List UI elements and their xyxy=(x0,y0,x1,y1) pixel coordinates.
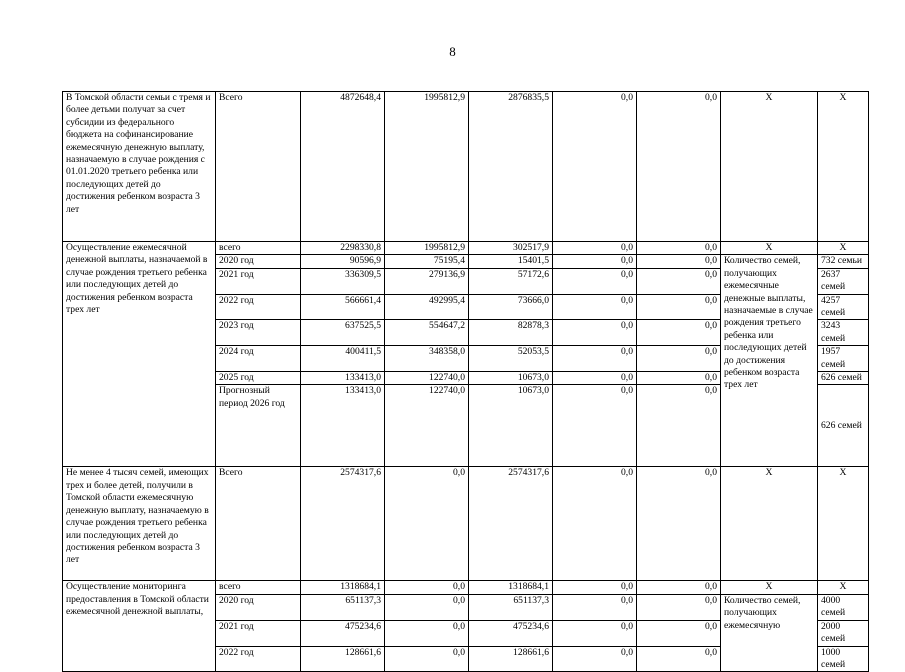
target-cell: 626 семей xyxy=(818,385,869,467)
funding-cell: 0,0 xyxy=(637,242,721,255)
period-cell: 2025 год xyxy=(216,372,301,385)
target-cell: Х xyxy=(818,581,869,594)
funding-cell: 0,0 xyxy=(637,294,721,320)
funding-cell: 0,0 xyxy=(637,255,721,268)
target-cell: 626 семей xyxy=(818,372,869,385)
period-cell: 2024 год xyxy=(216,346,301,372)
period-cell: 2023 год xyxy=(216,320,301,346)
period-cell: 2020 год xyxy=(216,255,301,268)
total-cell: 400411,5 xyxy=(301,346,385,372)
target-cell: 4257 семей xyxy=(818,294,869,320)
funding-cell: 651137,3 xyxy=(469,594,553,620)
indicator-cell: Х xyxy=(721,92,818,242)
table-row xyxy=(63,242,869,255)
funding-cell: 0,0 xyxy=(637,372,721,385)
funding-cell: 0,0 xyxy=(637,92,721,242)
funding-cell: 0,0 xyxy=(637,620,721,646)
funding-cell: 0,0 xyxy=(553,620,637,646)
total-cell: 637525,5 xyxy=(301,320,385,346)
total-cell: 4872648,4 xyxy=(301,92,385,242)
task-description: В Томской области семьи с тремя и более детьми получат за счет субсидии из федерального бюджета на софинансирование ежемесячную денежную выплату, назначаемую в случае рождения с 01.01.2020 третьего ребенка или последующих детей до достижения ребенком возраста 3 лет xyxy=(63,92,216,242)
funding-cell: 302517,9 xyxy=(469,242,553,255)
funding-cell: 0,0 xyxy=(637,320,721,346)
total-cell: 128661,6 xyxy=(301,646,385,672)
target-cell: Х xyxy=(818,467,869,581)
funding-cell: 0,0 xyxy=(385,467,469,581)
funding-cell: 75195,4 xyxy=(385,255,469,268)
funding-cell: 0,0 xyxy=(385,620,469,646)
funding-cell: 0,0 xyxy=(553,346,637,372)
total-cell: 90596,9 xyxy=(301,255,385,268)
program-table xyxy=(62,91,869,672)
target-cell: 732 семьи xyxy=(818,255,869,268)
funding-cell: 0,0 xyxy=(637,581,721,594)
page-number: 8 xyxy=(449,44,456,59)
funding-cell: 0,0 xyxy=(637,268,721,294)
period-cell: 2021 год xyxy=(216,620,301,646)
indicator-cell: Х xyxy=(721,467,818,581)
total-cell: 1318684,1 xyxy=(301,581,385,594)
table-row xyxy=(63,92,869,242)
indicator-cell: Количество семей, получающих ежемесячную xyxy=(721,594,818,671)
funding-cell: 0,0 xyxy=(553,467,637,581)
funding-cell: 0,0 xyxy=(385,594,469,620)
funding-cell: 128661,6 xyxy=(469,646,553,672)
period-cell: Прогнозный период 2026 год xyxy=(216,385,301,467)
funding-cell: 0,0 xyxy=(553,268,637,294)
funding-cell: 492995,4 xyxy=(385,294,469,320)
funding-cell: 0,0 xyxy=(553,242,637,255)
target-cell: Х xyxy=(818,92,869,242)
funding-cell: 0,0 xyxy=(553,581,637,594)
total-cell: 133413,0 xyxy=(301,385,385,467)
indicator-cell: Х xyxy=(721,581,818,594)
target-cell: 3243 семей xyxy=(818,320,869,346)
task-description: Не менее 4 тысяч семей, имеющих трех и более детей, получили в Томской области ежемесячную денежную выплату, назначаемую в случае рождения третьего ребенка или последующих детей до достижения ребенком возраста 3 лет xyxy=(63,467,216,581)
funding-cell: 554647,2 xyxy=(385,320,469,346)
table-row xyxy=(63,581,869,594)
period-cell: 2020 год xyxy=(216,594,301,620)
task-description: Осуществление мониторинга предоставления в Томской области ежемесячной денежной выплаты, xyxy=(63,581,216,672)
funding-cell: 82878,3 xyxy=(469,320,553,346)
funding-cell: 52053,5 xyxy=(469,346,553,372)
funding-cell: 0,0 xyxy=(637,467,721,581)
funding-cell: 1995812,9 xyxy=(385,92,469,242)
funding-cell: 0,0 xyxy=(385,581,469,594)
funding-cell: 2876835,5 xyxy=(469,92,553,242)
funding-cell: 57172,6 xyxy=(469,268,553,294)
funding-cell: 0,0 xyxy=(553,255,637,268)
funding-cell: 15401,5 xyxy=(469,255,553,268)
funding-cell: 0,0 xyxy=(553,646,637,672)
funding-cell: 122740,0 xyxy=(385,372,469,385)
indicator-cell: Количество семей, получающих ежемесячные денежные выплаты, назначаемые в случае рождения третьего ребенка или последующих детей до достижения ребенком возраста трех лет xyxy=(721,255,818,467)
total-cell: 475234,6 xyxy=(301,620,385,646)
total-cell: 2574317,6 xyxy=(301,467,385,581)
funding-cell: 0,0 xyxy=(553,92,637,242)
period-cell: всего xyxy=(216,581,301,594)
funding-cell: 0,0 xyxy=(637,346,721,372)
funding-cell: 0,0 xyxy=(553,294,637,320)
period-cell: всего xyxy=(216,242,301,255)
target-cell: Х xyxy=(818,242,869,255)
funding-cell: 122740,0 xyxy=(385,385,469,467)
funding-cell: 0,0 xyxy=(553,320,637,346)
funding-cell: 1318684,1 xyxy=(469,581,553,594)
total-cell: 133413,0 xyxy=(301,372,385,385)
funding-cell: 0,0 xyxy=(553,372,637,385)
funding-cell: 0,0 xyxy=(553,594,637,620)
funding-cell: 1995812,9 xyxy=(385,242,469,255)
period-cell: Всего xyxy=(216,92,301,242)
funding-cell: 73666,0 xyxy=(469,294,553,320)
total-cell: 651137,3 xyxy=(301,594,385,620)
total-cell: 2298330,8 xyxy=(301,242,385,255)
period-cell: Всего xyxy=(216,467,301,581)
target-cell: 1000 семей xyxy=(818,646,869,672)
funding-cell: 0,0 xyxy=(637,385,721,467)
target-cell: 2637 семей xyxy=(818,268,869,294)
table-row xyxy=(63,467,869,581)
funding-cell: 0,0 xyxy=(553,385,637,467)
target-cell: 4000 семей xyxy=(818,594,869,620)
target-cell: 2000 семей xyxy=(818,620,869,646)
target-cell: 1957 семей xyxy=(818,346,869,372)
funding-cell: 348358,0 xyxy=(385,346,469,372)
period-cell: 2022 год xyxy=(216,646,301,672)
period-cell: 2022 год xyxy=(216,294,301,320)
total-cell: 566661,4 xyxy=(301,294,385,320)
task-description: Осуществление ежемесячной денежной выплаты, назначаемой в случае рождения третьего ребенка или последующих детей до достижения ребенком возраста трех лет xyxy=(63,242,216,467)
funding-cell: 279136,9 xyxy=(385,268,469,294)
funding-cell: 0,0 xyxy=(637,594,721,620)
funding-cell: 10673,0 xyxy=(469,372,553,385)
funding-cell: 10673,0 xyxy=(469,385,553,467)
funding-cell: 0,0 xyxy=(637,646,721,672)
funding-cell: 475234,6 xyxy=(469,620,553,646)
funding-cell: 0,0 xyxy=(385,646,469,672)
total-cell: 336309,5 xyxy=(301,268,385,294)
funding-cell: 2574317,6 xyxy=(469,467,553,581)
period-cell: 2021 год xyxy=(216,268,301,294)
indicator-cell: Х xyxy=(721,242,818,255)
